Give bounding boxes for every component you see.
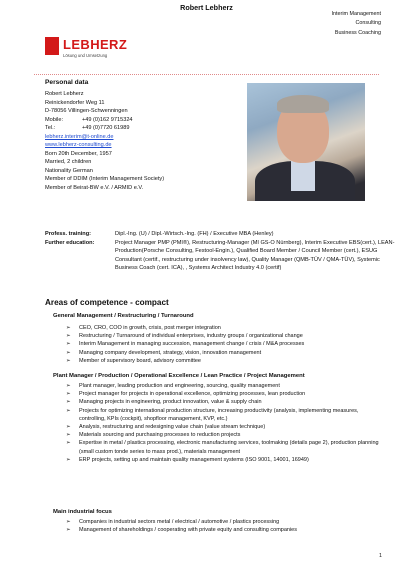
personal-data-list <box>45 90 164 192</box>
section-heading: General Management / Restructuring / Turnaround <box>53 313 194 319</box>
areas-title: Areas of competence - compact <box>45 298 169 307</box>
list-item <box>66 439 386 455</box>
arrow-bullet-icon: ➢ <box>66 407 71 414</box>
mobile-label: Mobile: <box>45 116 64 123</box>
list-item-text: Restructuring / Turnaround of individual enterprises, industry groups / organizational change <box>79 333 303 340</box>
profession-block <box>45 230 403 273</box>
arrow-bullet-icon: ➢ <box>66 383 71 389</box>
education-value: Project Manager PMP (PMI®), Restructuring-Manager (MI GS-O Nürnberg), Interim Executive EBS(cert.), LEAN-Production(Porsche Consulting, Festool-Engin.), Qualified Board Member / Council Member (cert.), ESUG Consultant (certif., restructuring under insolvency law), Quality Manager (QMB-TÜV / QMA-TÜV), Systemic Business Coach (cert. ICA), , Systems Architect Industry 4.0 (certif) <box>115 239 395 271</box>
arrow-bullet-icon: ➢ <box>66 357 71 364</box>
list-item <box>66 407 386 423</box>
personal-line: D-78056 Villingen-Schwenningen <box>45 108 128 114</box>
arrow-bullet-icon: ➢ <box>66 391 71 398</box>
section-items <box>66 382 386 464</box>
list-item-text: Expertise in metal / plastics processing, electronic manufacturing services, toolmaking (details page 2), production planning (small custom tonde series to mass prod.), materials management <box>79 440 379 455</box>
training-label: Profess. training: <box>45 231 92 237</box>
email-row <box>45 133 164 142</box>
personal-line: Nationality German <box>45 167 93 174</box>
education-label: Further education: <box>45 239 95 246</box>
list-item-text: Analysis, restructuring and redesigning value chain (value stream technique) <box>79 424 266 431</box>
arrow-bullet-icon: ➢ <box>66 527 71 534</box>
arrow-bullet-icon: ➢ <box>66 349 71 356</box>
list-item-text: Interim Management in managing succession, management change / crisis / M&A processes <box>79 341 305 348</box>
arrow-bullet-icon: ➢ <box>66 341 71 348</box>
header-service-line: Consulting <box>355 20 381 27</box>
arrow-bullet-icon: ➢ <box>66 440 71 447</box>
list-item-text: Plant manager, leading production and engineering, sourcing, quality management <box>79 383 280 389</box>
section-heading: Main industrial focus <box>53 509 112 515</box>
list-item-text: Member of supervisory board, advisory committee <box>79 357 201 364</box>
arrow-bullet-icon: ➢ <box>66 432 71 439</box>
logo-mark-icon <box>45 37 59 55</box>
header-services <box>332 10 381 38</box>
page-number: 1 <box>379 553 382 559</box>
section-items <box>66 518 386 534</box>
list-item <box>66 526 386 534</box>
photo-hair <box>277 95 329 113</box>
personal-line: Reinickendorfer Weg 11 <box>45 99 105 106</box>
divider <box>34 74 379 75</box>
arrow-bullet-icon: ➢ <box>66 519 71 525</box>
header-service-line: Business Coaching <box>334 29 381 36</box>
list-item-text: ERP projects, setting up and maintain quality management systems (ISO 9001, 14001, 16949) <box>79 456 309 463</box>
website-link[interactable]: www.lebherz-consulting.de <box>45 142 112 148</box>
list-item-text: Materials sourcing and purchasing processes to reduction projects <box>79 432 241 439</box>
arrow-bullet-icon: ➢ <box>66 456 71 463</box>
personal-line: Married, 2 children <box>45 159 92 165</box>
section-heading: Plant Manager / Production / Operational Excellence / Lean Practice / Project Management <box>53 373 305 379</box>
list-item <box>66 518 386 526</box>
arrow-bullet-icon: ➢ <box>66 424 71 431</box>
personal-line: Member of Beirat-BW e.V. / ARMID e.V. <box>45 184 144 191</box>
list-item <box>66 398 386 406</box>
header-name: Robert Lebherz <box>180 3 233 12</box>
personal-line: Robert Lebherz <box>45 91 84 97</box>
training-row <box>45 230 403 239</box>
list-item <box>66 357 386 365</box>
arrow-bullet-icon: ➢ <box>66 399 71 406</box>
list-item <box>66 332 386 340</box>
email-link[interactable]: lebherz.interim@t-online.de <box>45 133 114 140</box>
mobile-row <box>45 116 164 125</box>
list-item-text: Project manager for projects in operational excellence, optimizing processes, lean production <box>79 391 306 398</box>
logo-tagline: Lösung und Umsetzung <box>63 53 108 58</box>
personal-data-title: Personal data <box>45 79 89 86</box>
personal-line: Born 20th December, 1957 <box>45 150 112 157</box>
portrait-photo <box>247 83 365 201</box>
tel-row <box>45 124 164 133</box>
logo-brand: LEBHERZ <box>63 37 128 52</box>
training-value: Dipl.-Ing. (U) / Dipl.-Wirtsch.-Ing. (FH) / Executive MBA (Henley) <box>115 231 274 237</box>
list-item-text: Projects for optimizing international production structure, increasing productivity (analysis, implementing measures, controlling, KPIs (cockpit), shopfloor management, KVP, etc.) <box>79 407 359 422</box>
list-item-text: CEO, CRO, COO in growth, crisis, post merger integration <box>79 325 221 331</box>
list-item <box>66 456 386 464</box>
list-item-text: Management of shareholdings / cooperating with private equity and consulting companies <box>79 527 297 534</box>
arrow-bullet-icon: ➢ <box>66 333 71 340</box>
list-item-text: Managing company development, strategy, vision, innovation management <box>79 349 262 356</box>
mobile-value: +49 (0)162 9715324 <box>82 116 133 123</box>
website-row <box>45 141 164 150</box>
list-item <box>66 423 386 431</box>
list-item <box>66 382 386 390</box>
list-item-text: Managing projects in engineering, product innovation, value & supply chain <box>79 399 262 406</box>
education-row <box>45 239 403 273</box>
list-item <box>66 390 386 398</box>
list-item <box>66 324 386 332</box>
arrow-bullet-icon: ➢ <box>66 325 71 331</box>
personal-line: Member of DDIM (Interim Management Society) <box>45 176 165 182</box>
section-items <box>66 324 386 365</box>
list-item-text: Companies in industrial sectors metal / electrical / automotive / plastics processing <box>79 519 280 525</box>
list-item <box>66 340 386 348</box>
photo-shirt <box>291 161 315 191</box>
list-item <box>66 349 386 357</box>
list-item <box>66 431 386 439</box>
tel-label: Tel.: <box>45 125 56 131</box>
header-service-line: Interim Management <box>331 11 381 17</box>
tel-value: +49 (0)7720 61989 <box>82 125 130 131</box>
